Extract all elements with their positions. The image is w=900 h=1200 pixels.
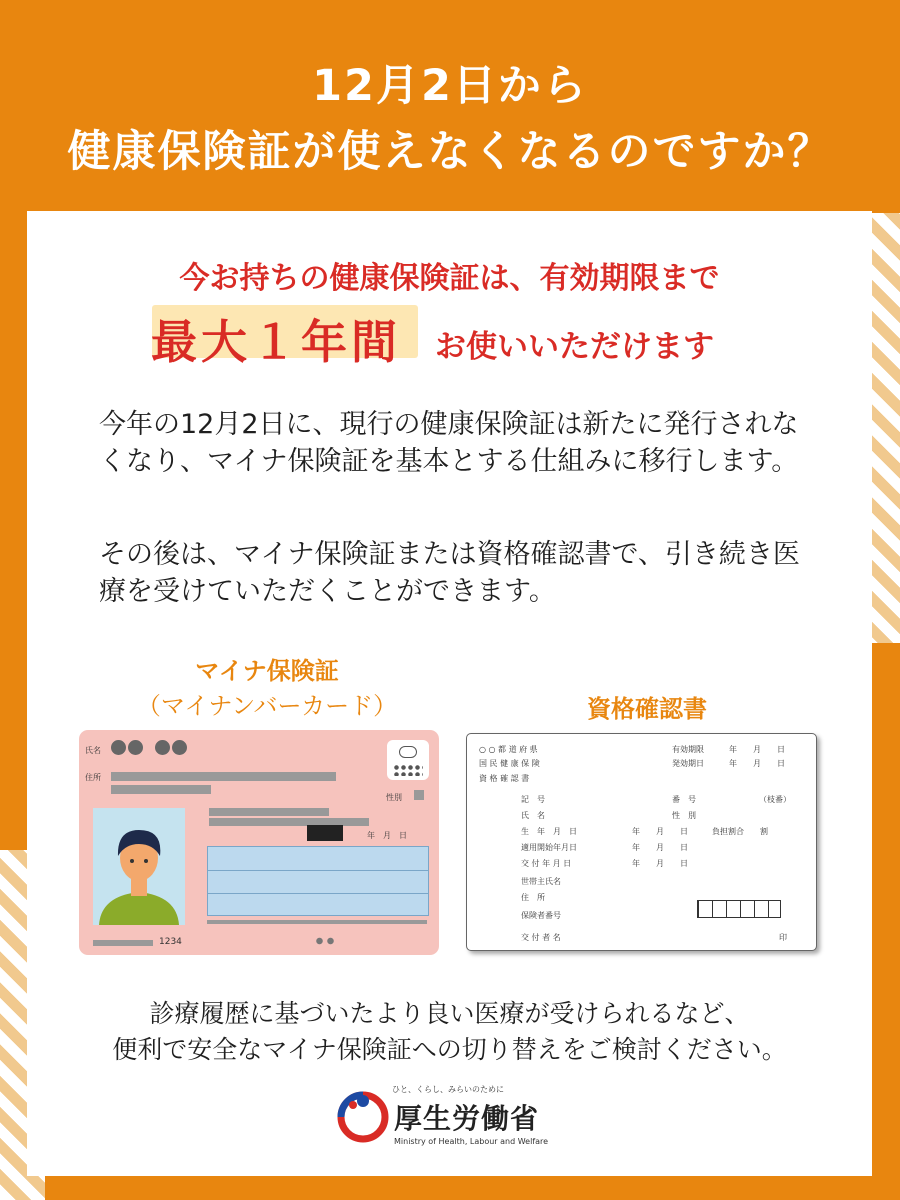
- name-dots: [111, 740, 181, 756]
- certificate-row-middle: 発効期日: [672, 759, 704, 768]
- certificate-row-value: 年 月 日: [729, 759, 785, 768]
- closing-line1: 診療履歴に基づいたより良い医療が受けられるなど、: [149, 999, 750, 1028]
- certificate-row-label: 適用開始年月日: [521, 843, 577, 852]
- certificate-row-label: 交 付 年 月 日: [521, 859, 572, 868]
- certificate-row-value: 年 月 日: [729, 745, 785, 754]
- body-paragraph-1: 今年の12月2日に、現行の健康保険証は新たに発行されなくなり、マイナ保険証を基本とする仕組みに移行します。: [99, 409, 799, 477]
- header-title-line2: 健康保険証が使えなくなるのですか？: [67, 127, 833, 177]
- body-paragraph-2: その後は、マイナ保険証または資格確認書で、引き続き医療を受けていただくことができます。: [99, 539, 800, 607]
- certificate-row-middle: 年 月 日: [632, 859, 688, 868]
- header-title-line1: 12月2日から: [312, 61, 588, 111]
- card-dots: [314, 937, 336, 945]
- insurer-number-boxes: [697, 900, 781, 918]
- certificate-row-middle: 年 月 日: [632, 827, 688, 836]
- card-blue-field: [207, 846, 429, 916]
- ministry-english-name: Ministry of Health, Labour and Welfare: [394, 1137, 549, 1146]
- ic-chip-icon: [387, 740, 429, 780]
- person-photo-icon: [93, 808, 185, 925]
- certificate-illustration: [466, 733, 817, 951]
- lead-line1: 今お持ちの健康保険証は、有効期限まで: [179, 261, 720, 296]
- card-bar-b: [209, 818, 369, 826]
- certificate-row-label: 交 付 者 名: [521, 933, 561, 942]
- closing-text: [27, 996, 872, 1068]
- lead-line2: お使いいただけます: [435, 329, 714, 365]
- card-address-label: 住所: [85, 773, 101, 782]
- certificate-row-label: ○ ○ 都 道 府 県: [479, 745, 538, 754]
- certificate-row-middle: 有効期限: [672, 745, 704, 754]
- certificate-row-value: 印: [779, 933, 787, 942]
- certificate-row-label: 記 号: [521, 795, 545, 804]
- mynacard-title: マイナ保険証: [195, 657, 339, 685]
- certificate-row-label: 住 所: [521, 893, 545, 902]
- certificate-row-label: 保険者番号: [521, 911, 561, 920]
- lead-emphasis: 最大１年間: [151, 315, 401, 369]
- certificate-row-label: 氏 名: [521, 811, 545, 820]
- certificate-row-middle: 番 号: [672, 795, 696, 804]
- ministry-tagline: ひと、くらし、みらいのために: [392, 1085, 504, 1094]
- content-panel: [27, 211, 872, 1176]
- ministry-name: 厚生労働省: [394, 1102, 540, 1135]
- certificate-row-label: 生 年 月 日: [521, 827, 577, 836]
- address-bar: [111, 772, 336, 781]
- card-bar-a: [209, 808, 329, 816]
- certificate-row-middle: 年 月 日: [632, 843, 688, 852]
- card-bar-d: [93, 940, 153, 946]
- card-sex-label: 性別: [386, 793, 402, 802]
- mynacard-subtitle: （マイナンバーカード）: [136, 692, 398, 720]
- certificate-row-value: 負担割合 割: [712, 827, 768, 836]
- card-bar-c: [207, 920, 427, 924]
- card-black-block: [307, 825, 343, 841]
- mynacard-illustration: [79, 730, 439, 955]
- certificate-row-value: （枝番）: [759, 795, 791, 804]
- ministry-logo-icon: [337, 1087, 389, 1143]
- card-date-label: 年 月 日: [367, 831, 407, 840]
- card-name-label: 氏名: [85, 746, 101, 755]
- closing-line2: 便利で安全なマイナ保険証への切り替えをご検討ください。: [112, 1035, 787, 1064]
- certificate-row-label: 国 民 健 康 保 険: [479, 759, 540, 768]
- certificate-row-middle: 性 別: [672, 811, 696, 820]
- certificate-row-label: 資 格 確 認 書: [479, 774, 530, 783]
- certificate-title: 資格確認書: [587, 695, 707, 723]
- address-bar-2: [111, 785, 211, 794]
- card-number: 1234: [159, 937, 182, 947]
- certificate-row-label: 世帯主氏名: [521, 877, 561, 886]
- sex-box: [414, 790, 424, 800]
